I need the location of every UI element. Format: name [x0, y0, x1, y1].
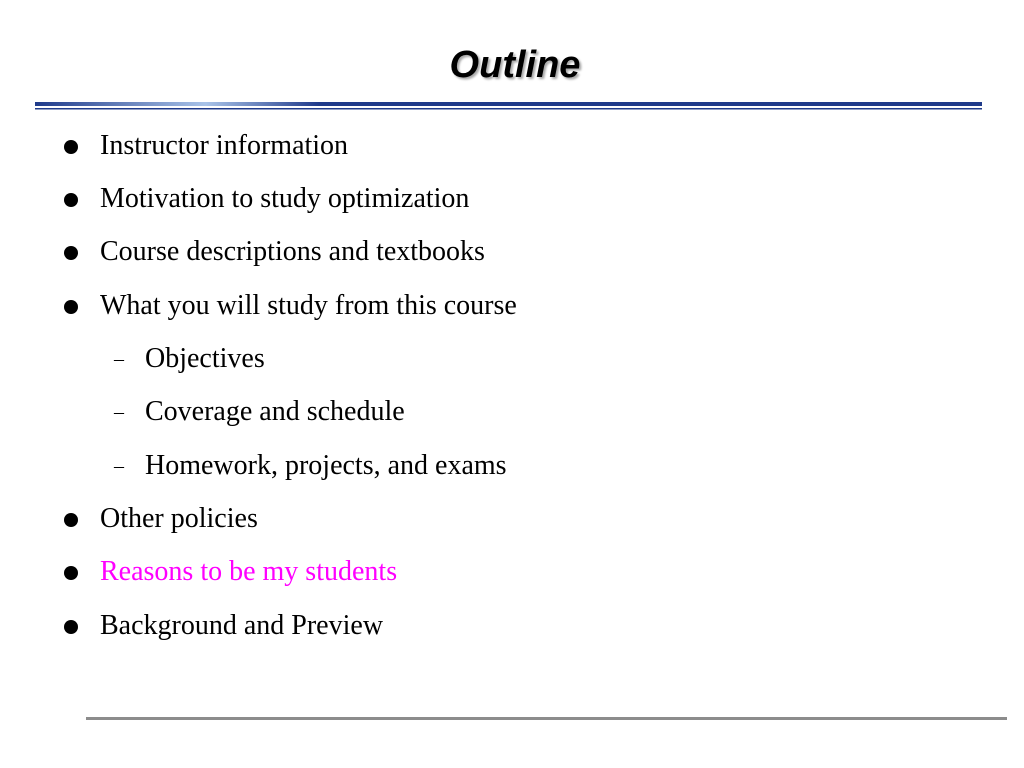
list-item-text: Coverage and schedule [145, 396, 405, 427]
bullet-dot-icon [64, 620, 78, 634]
dash-icon: – [114, 455, 124, 477]
list-item-text: Objectives [145, 343, 265, 374]
bullet-dot-icon [64, 193, 78, 207]
list-item-text: Course descriptions and textbooks [100, 236, 485, 267]
list-item-text: What you will study from this course [100, 290, 517, 321]
sub-list-item [114, 394, 405, 430]
list-item [100, 608, 383, 644]
title-underline [35, 101, 982, 111]
list-item-text-highlight: Reasons to be my students [100, 556, 398, 587]
list-item [100, 234, 485, 270]
list-item-text: Motivation to study optimization [100, 183, 470, 214]
footer-divider [86, 717, 1007, 720]
bullet-dot-icon [64, 246, 78, 260]
list-item-text: Other policies [100, 503, 258, 534]
bullet-dot-icon [64, 300, 78, 314]
list-item [100, 501, 258, 537]
title-underline-thin [35, 108, 982, 110]
list-item [100, 288, 517, 324]
list-item [100, 554, 397, 590]
sub-list-item [114, 448, 507, 484]
bullet-dot-icon [64, 566, 78, 580]
list-item-text: Background and Preview [100, 610, 384, 641]
list-item-text: Instructor information [100, 130, 349, 161]
bullet-dot-icon [64, 513, 78, 527]
list-item [100, 128, 348, 164]
dash-icon: – [114, 401, 124, 423]
slide-title: Outline [449, 44, 581, 86]
title-underline-thick [35, 102, 982, 106]
dash-icon: – [114, 348, 124, 370]
bullet-dot-icon [64, 140, 78, 154]
list-item [100, 181, 469, 217]
list-item-text: Homework, projects, and exams [145, 450, 507, 481]
sub-list-item [114, 341, 265, 377]
